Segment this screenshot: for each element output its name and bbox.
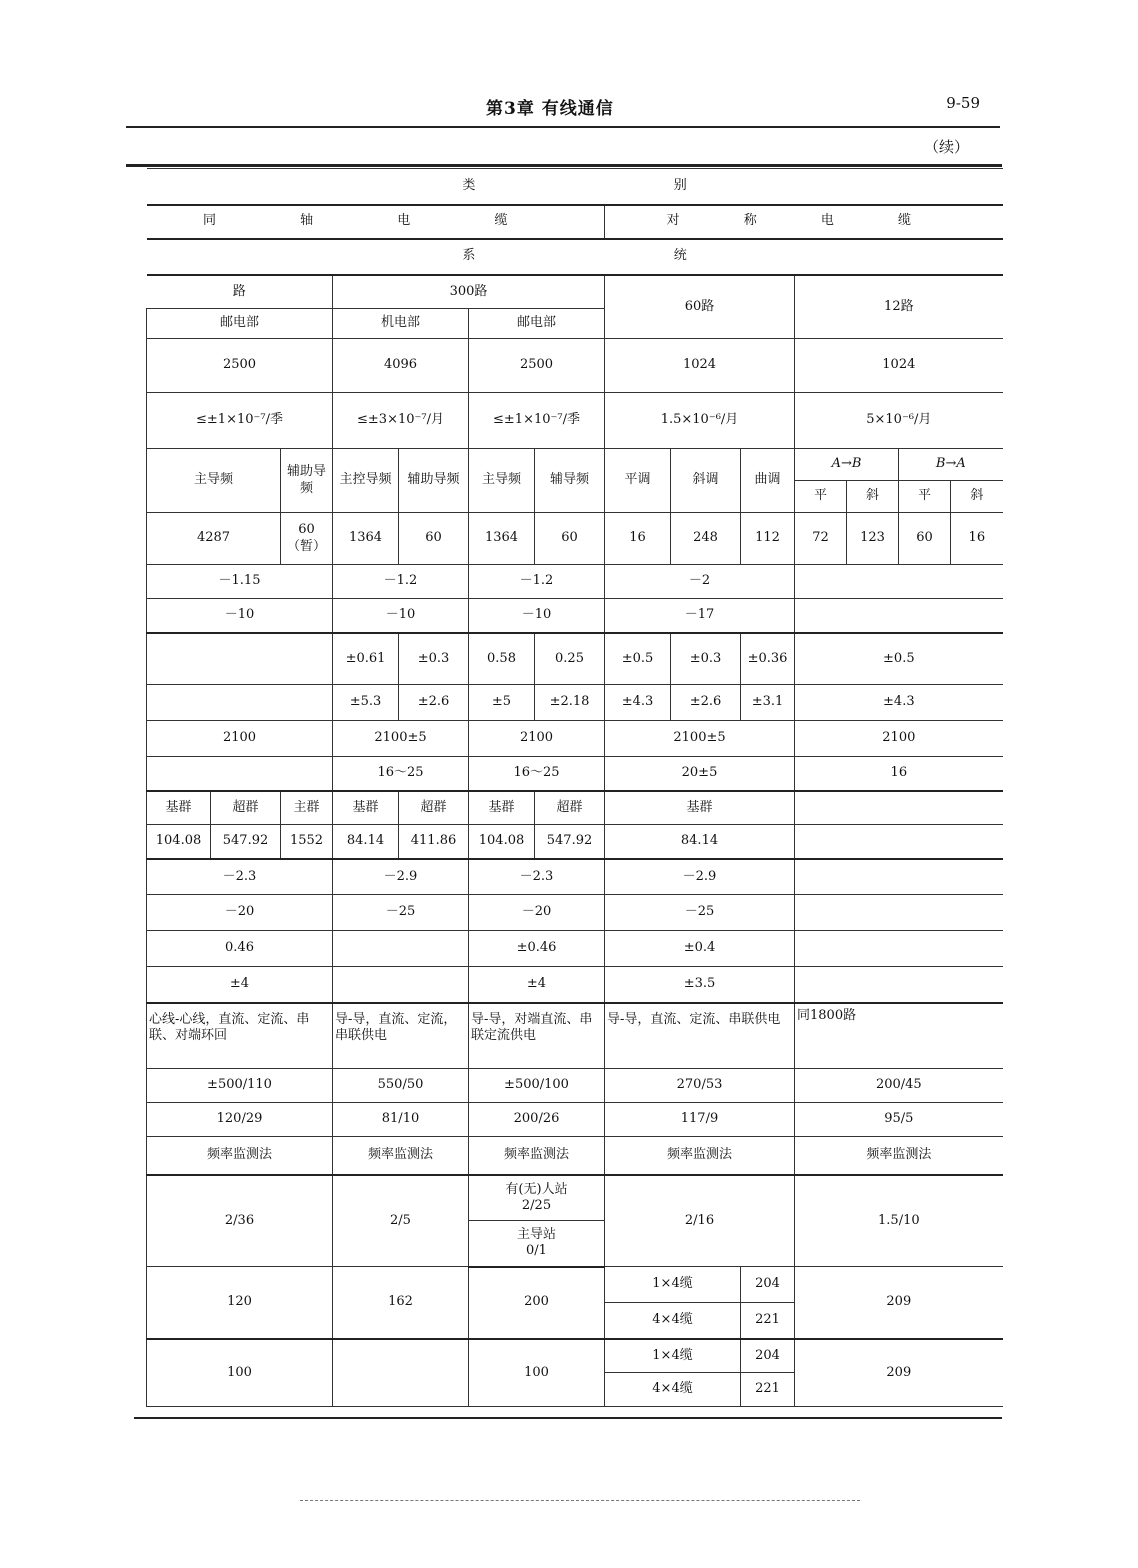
cell: ±0.5 (605, 633, 671, 685)
channels-12: 12路 (795, 275, 1003, 339)
cell: 547.92 (535, 825, 605, 859)
cell: ±2.6 (671, 685, 741, 721)
cell: 221 (741, 1373, 795, 1407)
cell: 主控导频 (333, 449, 399, 513)
cell: 81/10 (333, 1103, 469, 1137)
table-row-j (147, 967, 1003, 1003)
empty-cell (795, 791, 1003, 825)
cell: ±2.18 (535, 685, 605, 721)
cell-line: 2/25 (521, 1197, 552, 1213)
cell: －2 (605, 565, 795, 599)
table-row-channels (147, 275, 1003, 309)
cell: 0.25 (535, 633, 605, 685)
table-row-d (147, 685, 1003, 721)
system-cell (147, 239, 1003, 275)
cell: 200 (469, 1267, 605, 1339)
table-row-e (147, 721, 1003, 757)
cell: 209 (795, 1339, 1003, 1407)
cell: 1364 (469, 513, 535, 565)
cell: 120 (147, 1267, 333, 1339)
cell-line: 0/1 (526, 1243, 547, 1259)
channels-300: 300路 (333, 275, 605, 309)
cell: 204 (741, 1267, 795, 1303)
cell: －2.9 (333, 859, 469, 895)
cell-line: 有(无)人站 (505, 1181, 568, 1197)
table-row-category (147, 169, 1003, 205)
cell: 84.14 (333, 825, 399, 859)
cell: －25 (605, 895, 795, 931)
cell: ±5.3 (333, 685, 399, 721)
cell: 2500 (469, 339, 605, 393)
cell: 2/16 (605, 1175, 795, 1267)
table-row-stability (147, 393, 1003, 449)
cell: ±5 (469, 685, 535, 721)
cell: 主导频 (469, 449, 535, 513)
cell-line: 60 (298, 522, 315, 538)
spec-table (146, 168, 1003, 1407)
cell: 16 (795, 757, 1003, 791)
cell: 0.46 (147, 931, 333, 967)
cell: 162 (333, 1267, 469, 1339)
empty-cell (795, 599, 1003, 633)
cell: 16 (951, 513, 1003, 565)
empty-cell (147, 685, 333, 721)
cell: 112 (741, 513, 795, 565)
cell: 16～25 (469, 757, 605, 791)
cell (333, 1339, 469, 1407)
cell: 2100 (795, 721, 1003, 757)
cell: －1.15 (147, 565, 333, 599)
cell: 频率监测法 (147, 1137, 333, 1175)
cell: 平调 (605, 449, 671, 513)
symmetric-cable-header: 对 称 电 缆 (605, 205, 1003, 239)
cell: 主群 (281, 791, 333, 825)
cell: 60 (399, 513, 469, 565)
cell: 200/26 (469, 1103, 605, 1137)
table-row-system (147, 239, 1003, 275)
cell: 频率监测法 (795, 1137, 1003, 1175)
cell: ±3.1 (741, 685, 795, 721)
cell: 2100 (469, 721, 605, 757)
cell: －10 (147, 599, 333, 633)
cell: 411.86 (399, 825, 469, 859)
cell: 4096 (333, 339, 469, 393)
cell: －17 (605, 599, 795, 633)
cell: 104.08 (147, 825, 211, 859)
cell: 2100±5 (605, 721, 795, 757)
cell: 84.14 (605, 825, 795, 859)
cell (469, 1175, 605, 1221)
table-row-m-1 (147, 1267, 1003, 1303)
chapter-title: 第3章 有线通信 (486, 99, 614, 119)
table-row-g (147, 859, 1003, 895)
cell: 超群 (211, 791, 281, 825)
cell: 60 (899, 513, 951, 565)
table-row-pilot-type (147, 449, 1003, 481)
cell: 基群 (605, 791, 795, 825)
table-bottom-rule (134, 1417, 1002, 1419)
cell: 辅助导频 (399, 449, 469, 513)
cell (469, 1221, 605, 1267)
cell: ±0.3 (399, 633, 469, 685)
cell: 4287 (147, 513, 281, 565)
cell: 270/53 (605, 1069, 795, 1103)
table-row-group-freq (147, 825, 1003, 859)
cell: 550/50 (333, 1069, 469, 1103)
system-label-b: 统 (673, 248, 687, 264)
category-label-a: 类 (462, 178, 476, 194)
cell: 4×4缆 (605, 1373, 741, 1407)
cell: 0.58 (469, 633, 535, 685)
cell: 1552 (281, 825, 333, 859)
cell: 心线-心线，直流、定流、串联、对端环回 (147, 1003, 333, 1069)
cell: ≤±1×10⁻⁷/季 (469, 393, 605, 449)
empty-cell (795, 931, 1003, 967)
cell: 基群 (333, 791, 399, 825)
cell: 248 (671, 513, 741, 565)
cell: 频率监测法 (469, 1137, 605, 1175)
cell: 20±5 (605, 757, 795, 791)
cell: ±3.5 (605, 967, 795, 1003)
empty-cell (795, 825, 1003, 859)
cell: 1.5/10 (795, 1175, 1003, 1267)
table-row-monitor (147, 1137, 1003, 1175)
cell: 72 (795, 513, 847, 565)
empty-cell (147, 757, 333, 791)
table-row-power-feed (147, 1003, 1003, 1069)
cell: ±4.3 (605, 685, 671, 721)
cell: 曲调 (741, 449, 795, 513)
table-row-l (147, 1103, 1003, 1137)
cell: 主导频 (147, 449, 281, 513)
table-row-c (147, 633, 1003, 685)
cell: ±500/100 (469, 1069, 605, 1103)
table-top-rule (126, 164, 1002, 167)
page-header (126, 88, 1000, 128)
empty-cell (795, 967, 1003, 1003)
table-row-pilot-freq (147, 513, 1003, 565)
cell: 209 (795, 1267, 1003, 1339)
cell: 基群 (147, 791, 211, 825)
cell: 同1800路 (795, 1003, 1003, 1069)
table-row-station-1 (147, 1175, 1003, 1221)
table-row-b (147, 599, 1003, 633)
cell: 2100 (147, 721, 333, 757)
cell: 1024 (605, 339, 795, 393)
system-label-a: 系 (462, 248, 476, 264)
cell-line: 主导站 (516, 1227, 556, 1242)
cell: 4×4缆 (605, 1303, 741, 1339)
page-number: 9-59 (946, 94, 980, 112)
cell: 120/29 (147, 1103, 333, 1137)
cell: 2500 (147, 339, 333, 393)
cell: 221 (741, 1303, 795, 1339)
dept-machinery: 机电部 (333, 309, 469, 339)
cell: 2/36 (147, 1175, 333, 1267)
cell: 超群 (399, 791, 469, 825)
cell: 100 (147, 1339, 333, 1407)
cell: －20 (147, 895, 333, 931)
cell: 平 (899, 481, 951, 513)
cell: 1364 (333, 513, 399, 565)
direction-b-to-a: B→A (899, 449, 1003, 481)
cell: ±0.61 (333, 633, 399, 685)
footer-rule (300, 1500, 860, 1501)
cell: 16～25 (333, 757, 469, 791)
cell: 5×10⁻⁶/月 (795, 393, 1003, 449)
cell: 基群 (469, 791, 535, 825)
cell: 平 (795, 481, 847, 513)
cell: ±4 (469, 967, 605, 1003)
cell: 频率监测法 (605, 1137, 795, 1175)
cell: 导-导，对端直流、串联定流供电 (469, 1003, 605, 1069)
cell: 200/45 (795, 1069, 1003, 1103)
table-row-groups (147, 791, 1003, 825)
cell: 导-导，直流、定流，串联供电 (333, 1003, 469, 1069)
cell: 斜 (847, 481, 899, 513)
table-row-cable-type (147, 205, 1003, 239)
cell: 547.92 (211, 825, 281, 859)
cell: 1.5×10⁻⁶/月 (605, 393, 795, 449)
cell: 60 (535, 513, 605, 565)
cell: －25 (333, 895, 469, 931)
cell: 16 (605, 513, 671, 565)
cell: －10 (469, 599, 605, 633)
cell: ±4.3 (795, 685, 1003, 721)
table-row-k (147, 1069, 1003, 1103)
table-row-n-1 (147, 1339, 1003, 1373)
cell: －20 (469, 895, 605, 931)
category-cell (147, 169, 1003, 205)
coaxial-cable-header: 同 轴 电 缆 (147, 205, 605, 239)
direction-a-to-b: A→B (795, 449, 899, 481)
cell: ±2.6 (399, 685, 469, 721)
cell: ±0.3 (671, 633, 741, 685)
cell: －2.9 (605, 859, 795, 895)
cell: ±0.4 (605, 931, 795, 967)
cell: ±0.5 (795, 633, 1003, 685)
dept-posts-2: 邮电部 (469, 309, 605, 339)
header-rule (126, 126, 1000, 128)
cell: 辅导频 (535, 449, 605, 513)
cell: 2/5 (333, 1175, 469, 1267)
cell: 1×4缆 (605, 1339, 741, 1373)
table-row-i (147, 931, 1003, 967)
cell: 辅助导频 (281, 449, 333, 513)
category-label-b: 别 (673, 178, 687, 194)
table-row-pilot-count (147, 339, 1003, 393)
cell: 117/9 (605, 1103, 795, 1137)
cell: －10 (333, 599, 469, 633)
empty-cell (795, 859, 1003, 895)
cell: 导-导，直流、定流、串联供电 (605, 1003, 795, 1069)
cell: ≤±1×10⁻⁷/季 (147, 393, 333, 449)
cell (281, 513, 333, 565)
dept-posts-1: 邮电部 (147, 309, 333, 339)
cell: 斜 (951, 481, 1003, 513)
table-row-a (147, 565, 1003, 599)
cell: ±0.36 (741, 633, 795, 685)
cell: 123 (847, 513, 899, 565)
cell: 204 (741, 1339, 795, 1373)
cell-line: （暂） (286, 538, 326, 554)
cell: 1×4缆 (605, 1267, 741, 1303)
cell: ≤±3×10⁻⁷/月 (333, 393, 469, 449)
cell: 频率监测法 (333, 1137, 469, 1175)
empty-cell (147, 633, 333, 685)
cell: －1.2 (469, 565, 605, 599)
cell: 95/5 (795, 1103, 1003, 1137)
cell: 104.08 (469, 825, 535, 859)
cell: 超群 (535, 791, 605, 825)
empty-cell (795, 565, 1003, 599)
channels-lead: 路 (147, 275, 333, 309)
cell: ±500/110 (147, 1069, 333, 1103)
cell: 斜调 (671, 449, 741, 513)
cell: 100 (469, 1339, 605, 1407)
cell: －2.3 (147, 859, 333, 895)
table-row-h (147, 895, 1003, 931)
empty-cell (333, 931, 469, 967)
table-row-f (147, 757, 1003, 791)
empty-cell (795, 895, 1003, 931)
cell: －2.3 (469, 859, 605, 895)
cell: 1024 (795, 339, 1003, 393)
continued-label: （续） (924, 138, 970, 156)
cell: ±4 (147, 967, 333, 1003)
cell: －1.2 (333, 565, 469, 599)
channels-60: 60路 (605, 275, 795, 339)
cell: ±0.46 (469, 931, 605, 967)
empty-cell (333, 967, 469, 1003)
cell: 2100±5 (333, 721, 469, 757)
